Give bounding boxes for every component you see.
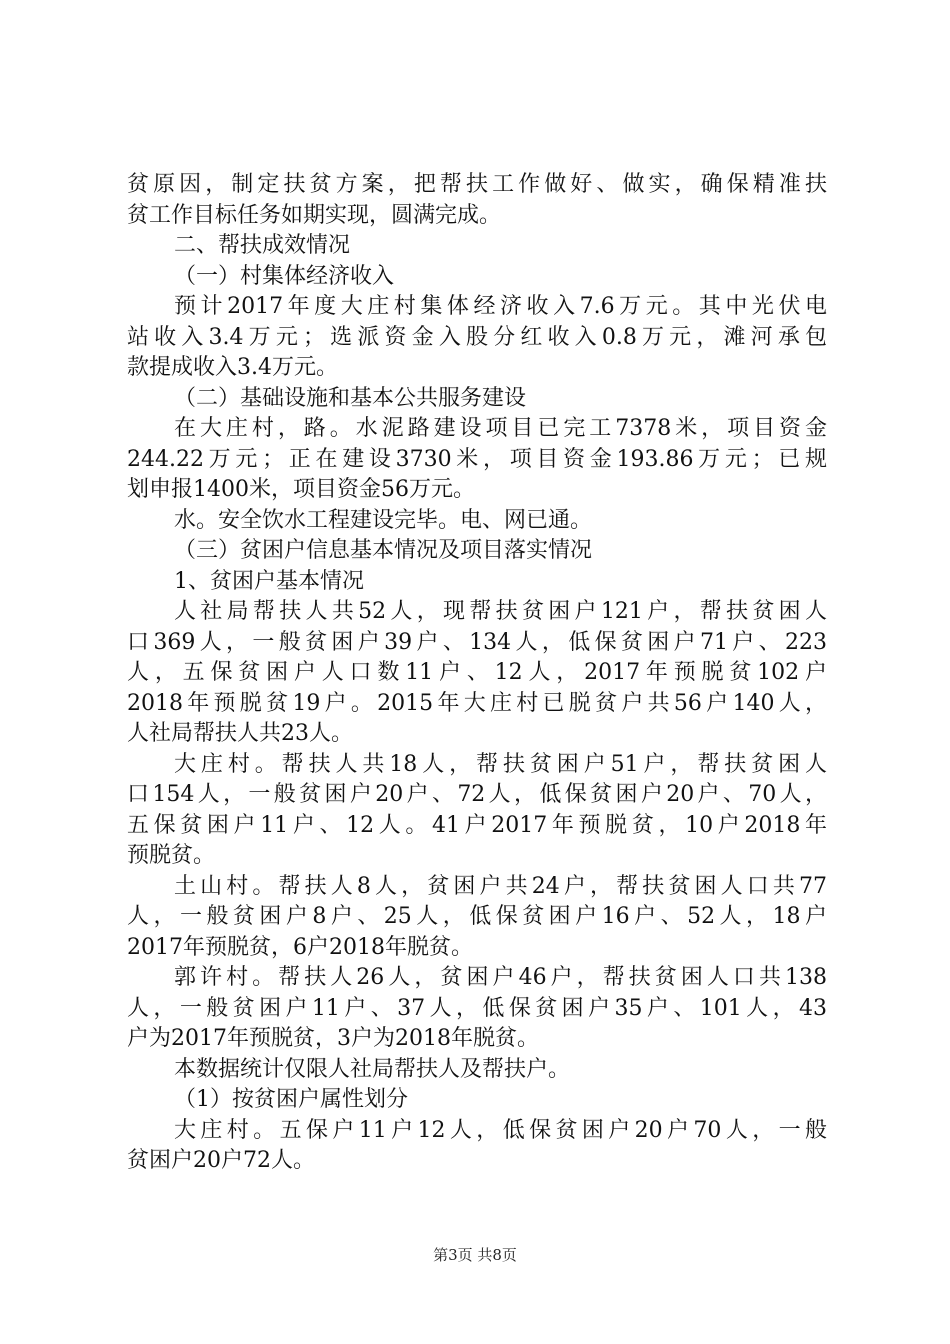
paragraph-line: 2018年预脱贫19户。2015年大庄村已脱贫户共56户140人，: [127, 690, 827, 716]
paragraph-line: 244.22万元；正在建设3730米，项目资金193.86万元；已规: [127, 446, 827, 472]
paragraph-line: 口369人，一般贫困户39户、134人，低保贫困户71户、223: [127, 629, 827, 655]
paragraph-line: 郭许村。帮扶人26人，贫困户46户，帮扶贫困人口共138: [174, 965, 827, 990]
paragraph-line: 土山村。帮扶人8人，贫困户共24户，帮扶贫困人口共77: [174, 873, 827, 899]
paragraph-line: 人社局帮扶人共23人。: [127, 721, 353, 746]
paragraph-line: 款提成收入3.4万元。: [127, 355, 338, 380]
subsection-heading: （三）贫困户信息基本情况及项目落实情况: [174, 538, 593, 563]
numbered-heading: （1）按贫困户属性划分: [174, 1087, 408, 1112]
subsection-heading: （二）基础设施和基本公共服务建设: [174, 385, 527, 411]
paragraph-line: 站收入3.4万元；选派资金入股分红收入0.8万元，滩河承包: [127, 324, 827, 350]
paragraph-line: 2017年预脱贫，6户2018年脱贫。: [127, 934, 473, 960]
paragraph-line: 划申报1400米，项目资金56万元。: [127, 477, 475, 502]
paragraph-line: 人，一般贫困户11户、37人，低保贫困户35户、101人，43: [127, 995, 827, 1021]
section-heading: 二、帮扶成效情况: [174, 233, 351, 258]
document-body: [127, 170, 827, 1177]
paragraph-line: 贫原因，制定扶贫方案，把帮扶工作做好、做实，确保精准扶: [127, 172, 827, 197]
paragraph-line: 水。安全饮水工程建设完毕。电、网已通。: [174, 507, 593, 533]
paragraph-line: 五保贫困户11户、12人。41户2017年预脱贫，10户2018年: [127, 812, 827, 838]
subsection-heading: （一）村集体经济收入: [174, 263, 395, 289]
paragraph-line: 大庄村。帮扶人共18人，帮扶贫困户51户，帮扶贫困人: [174, 751, 827, 777]
numbered-heading: 1、贫困户基本情况: [174, 568, 364, 594]
paragraph-line: 户为2017年预脱贫，3户为2018年脱贫。: [127, 1026, 539, 1051]
paragraph-line: 人，一般贫困户8户、25人，低保贫困户16户、52人，18户: [127, 904, 827, 929]
paragraph-line: 贫困户20户72人。: [127, 1148, 315, 1173]
paragraph-line: 大庄村。五保户11户12人，低保贫困户20户70人，一般: [174, 1117, 827, 1143]
paragraph-line: 在大庄村，路。水泥路建设项目已完工7378米，项目资金: [174, 416, 827, 441]
paragraph-line: 预脱贫。: [127, 843, 216, 868]
paragraph-line: 口154人，一般贫困户20户、72人，低保贫困户20户、70人，: [127, 782, 827, 807]
page-number-footer: 第3页 共8页: [433, 1246, 517, 1264]
paragraph-line: 人，五保贫困户人口数11户、12人，2017年预脱贫102户: [127, 660, 827, 685]
paragraph-line: 贫工作目标任务如期实现，圆满完成。: [127, 202, 502, 228]
paragraph-line: 人社局帮扶人共52人，现帮扶贫困户121户，帮扶贫困人: [174, 599, 827, 624]
paragraph-line: 预计2017年度大庄村集体经济收入7.6万元。其中光伏电: [174, 294, 827, 319]
paragraph-line: 本数据统计仅限人社局帮扶人及帮扶户。: [174, 1056, 571, 1082]
